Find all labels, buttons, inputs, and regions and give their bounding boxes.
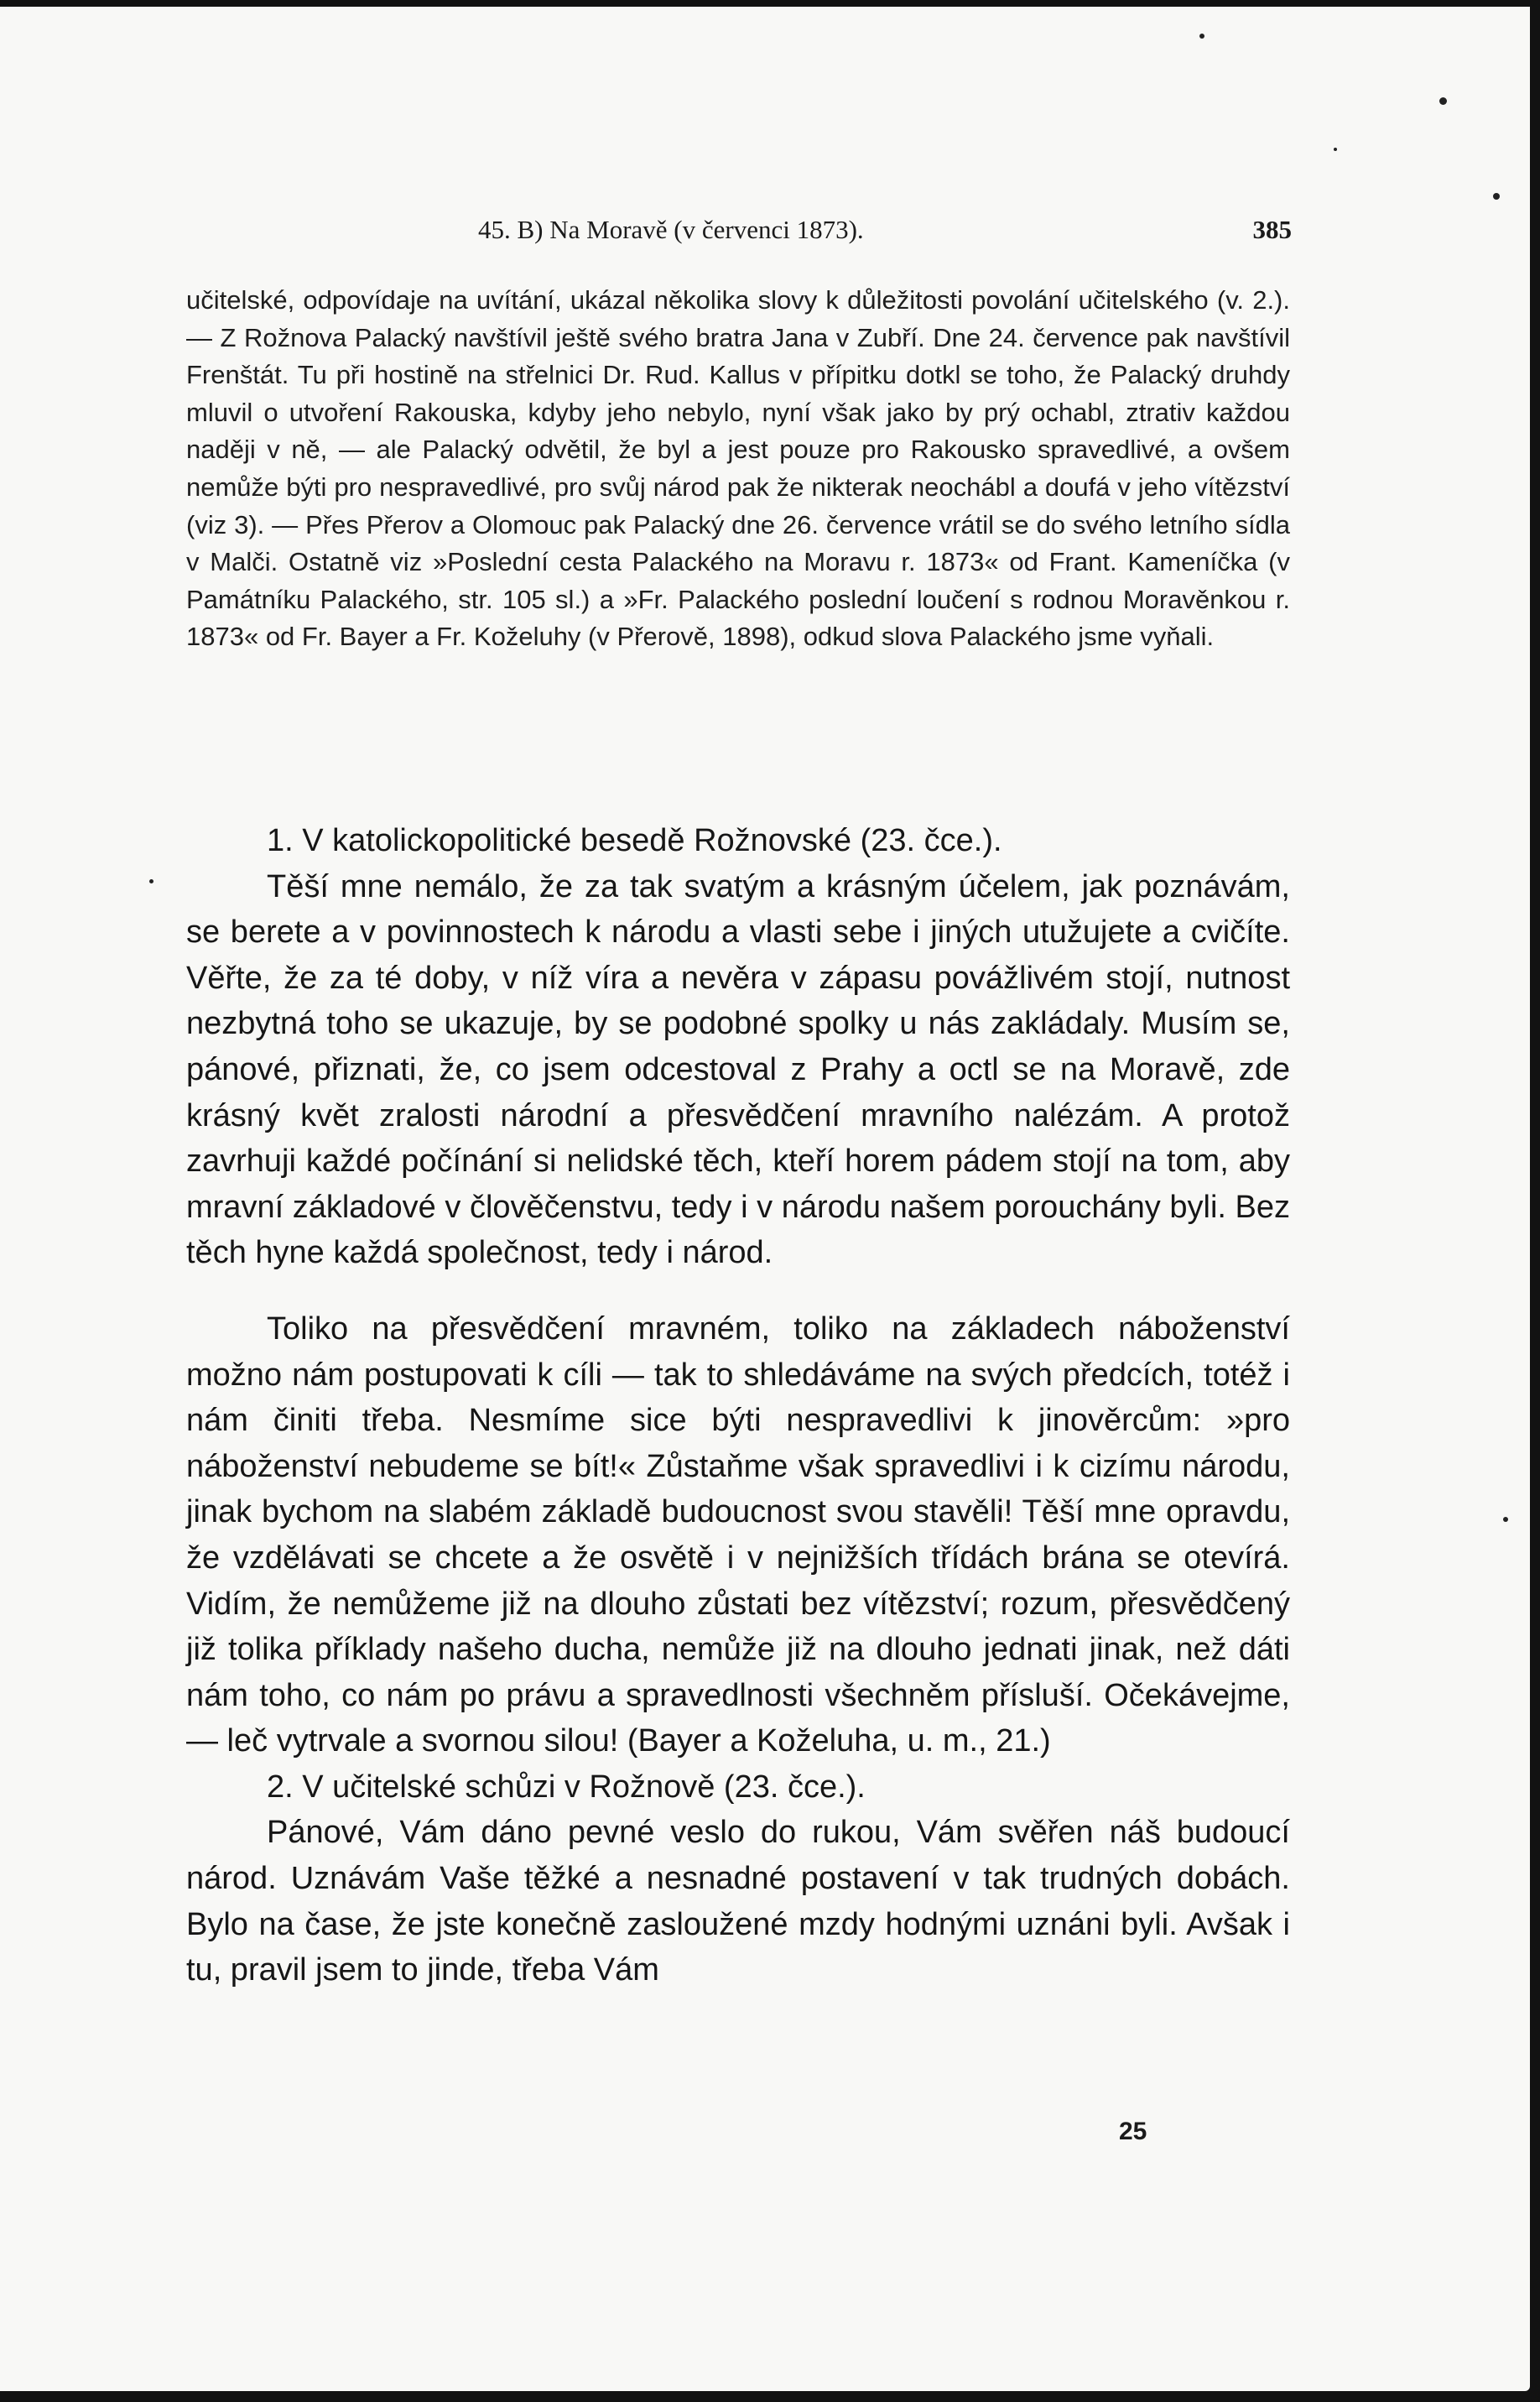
speck-mark bbox=[1199, 34, 1204, 39]
running-header bbox=[478, 215, 1292, 248]
body-paragraph: Pánové, Vám dáno pevné veslo do rukou, Vám svěřen náš budoucí národ. Uznávám Vaše těžké a nesnadné postavení v tak trudných dobách. Bylo na čase, že jste konečně zasloužené mzdy hodnými uznáni byli. Avšak i tu, pravil jsem to jinde, třeba Vám bbox=[186, 1815, 1290, 1988]
speck-mark bbox=[1439, 97, 1447, 105]
running-title: 45. B) Na Moravě (v červenci 1873). bbox=[478, 215, 864, 244]
speech-text bbox=[186, 818, 1290, 1993]
signature-mark: 25 bbox=[1119, 2118, 1147, 2145]
speck-mark bbox=[1493, 193, 1500, 200]
speck-mark bbox=[149, 879, 153, 883]
body-paragraph: Těší mne nemálo, že za tak svatým a krásným účelem, jak poznávám, se berete a v povinnostech k národu a vlasti sebe i jiných utužujete a cvičíte. Věřte, že za té doby, v níž víra a nevěra v zápasu povážlivém stojí, nutnost nezbytná toho se ukazuje, by se podobné spolky u nás zakládaly. Musím se, pánové, přiznati, že, co jsem odcestoval z Prahy a octl se na Moravě, zde krásný květ zralosti národní a přesvědčení mravního nalézám. A protož zavrhuji každé počínání si nelidské těch, kteří horem pádem stojí na tom, aby mravní základové v člověčenstvu, tedy i v národu našem porouchány byli. Bez těch hyne každá společnost, tedy i národ. bbox=[186, 868, 1290, 1271]
section-heading: 1. V katolickopolitické besedě Rožnovské (23. čce.). bbox=[267, 823, 1002, 858]
body-paragraph: Toliko na přesvědčení mravném, toliko na základech náboženství možno nám postupovati k cíli — tak to shledáváme na svých předcích, totéž i nám činiti třeba. Nesmíme sice býti nespravedlivi k jinověrcům: »pro náboženství nebudeme se bít!« Zůstaňme však spravedlivi i k cizímu národu, jinak bychom na slabém základě budoucnost svou stavěli! Těší mne opravdu, že vzdělávati se chcete a že osvětě i v nejnižších třídách brána se otevírá. Vidím, že nemůžeme již na dlouho zůstati bez vítězství; rozum, přesvědčený již tolika příklady našeho ducha, nemůže již na dlouho jednati jinak, než dáti nám toho, co nám po právu a spravedlnosti všechněm přísluší. Očekávejme, — leč vytrvale a svornou silou! (Bayer a Koželuha, u. m., 21.) bbox=[186, 1310, 1290, 1759]
note-paragraph: učitelské, odpovídaje na uvítání, ukázal několika slovy k důležitosti povolání učitelského (v. 2.). — Z Rožnova Palacký navštívil ještě svého bratra Jana v Zubří. Dne 24. července pak navštívil Frenštát. Tu při hostině na střelnici Dr. Rud. Kallus v přípitku dotkl se toho, že Palacký druhdy mluvil o utvoření Rakouska, kdyby jeho nebylo, nyní však jako by prý ochabl, ztrativ každou naději v ně, — ale Palacký odvětil, že byl a jest pouze pro Rakousko spravedlivé, a ovšem nemůže býti pro nespravedlivé, pro svůj národ pak že nikterak neochábl a doufá v jeho vítězství (viz 3). — Přes Přerov a Olomouc pak Palacký dne 26. července vrátil se do svého letního sídla v Malči. Ostatně viz »Poslední cesta Palackého na Moravu r. 1873« od Frant. Kameníčka (v Památníku Palackého, str. 105 sl.) a »Fr. Palackého poslední loučení s rodnou Moravěnkou r. 1873« od Fr. Bayer a Fr. Koželuhy (v Přerově, 1898), odkud slova Palackého jsme vyňali. bbox=[186, 285, 1290, 652]
speck-mark bbox=[1334, 148, 1337, 151]
speck-mark bbox=[1503, 1517, 1508, 1522]
introductory-note bbox=[186, 282, 1290, 656]
section-heading: 2. V učitelské schůzi v Rožnově (23. čce.). bbox=[267, 1769, 866, 1805]
page-number: 385 bbox=[1252, 215, 1292, 244]
